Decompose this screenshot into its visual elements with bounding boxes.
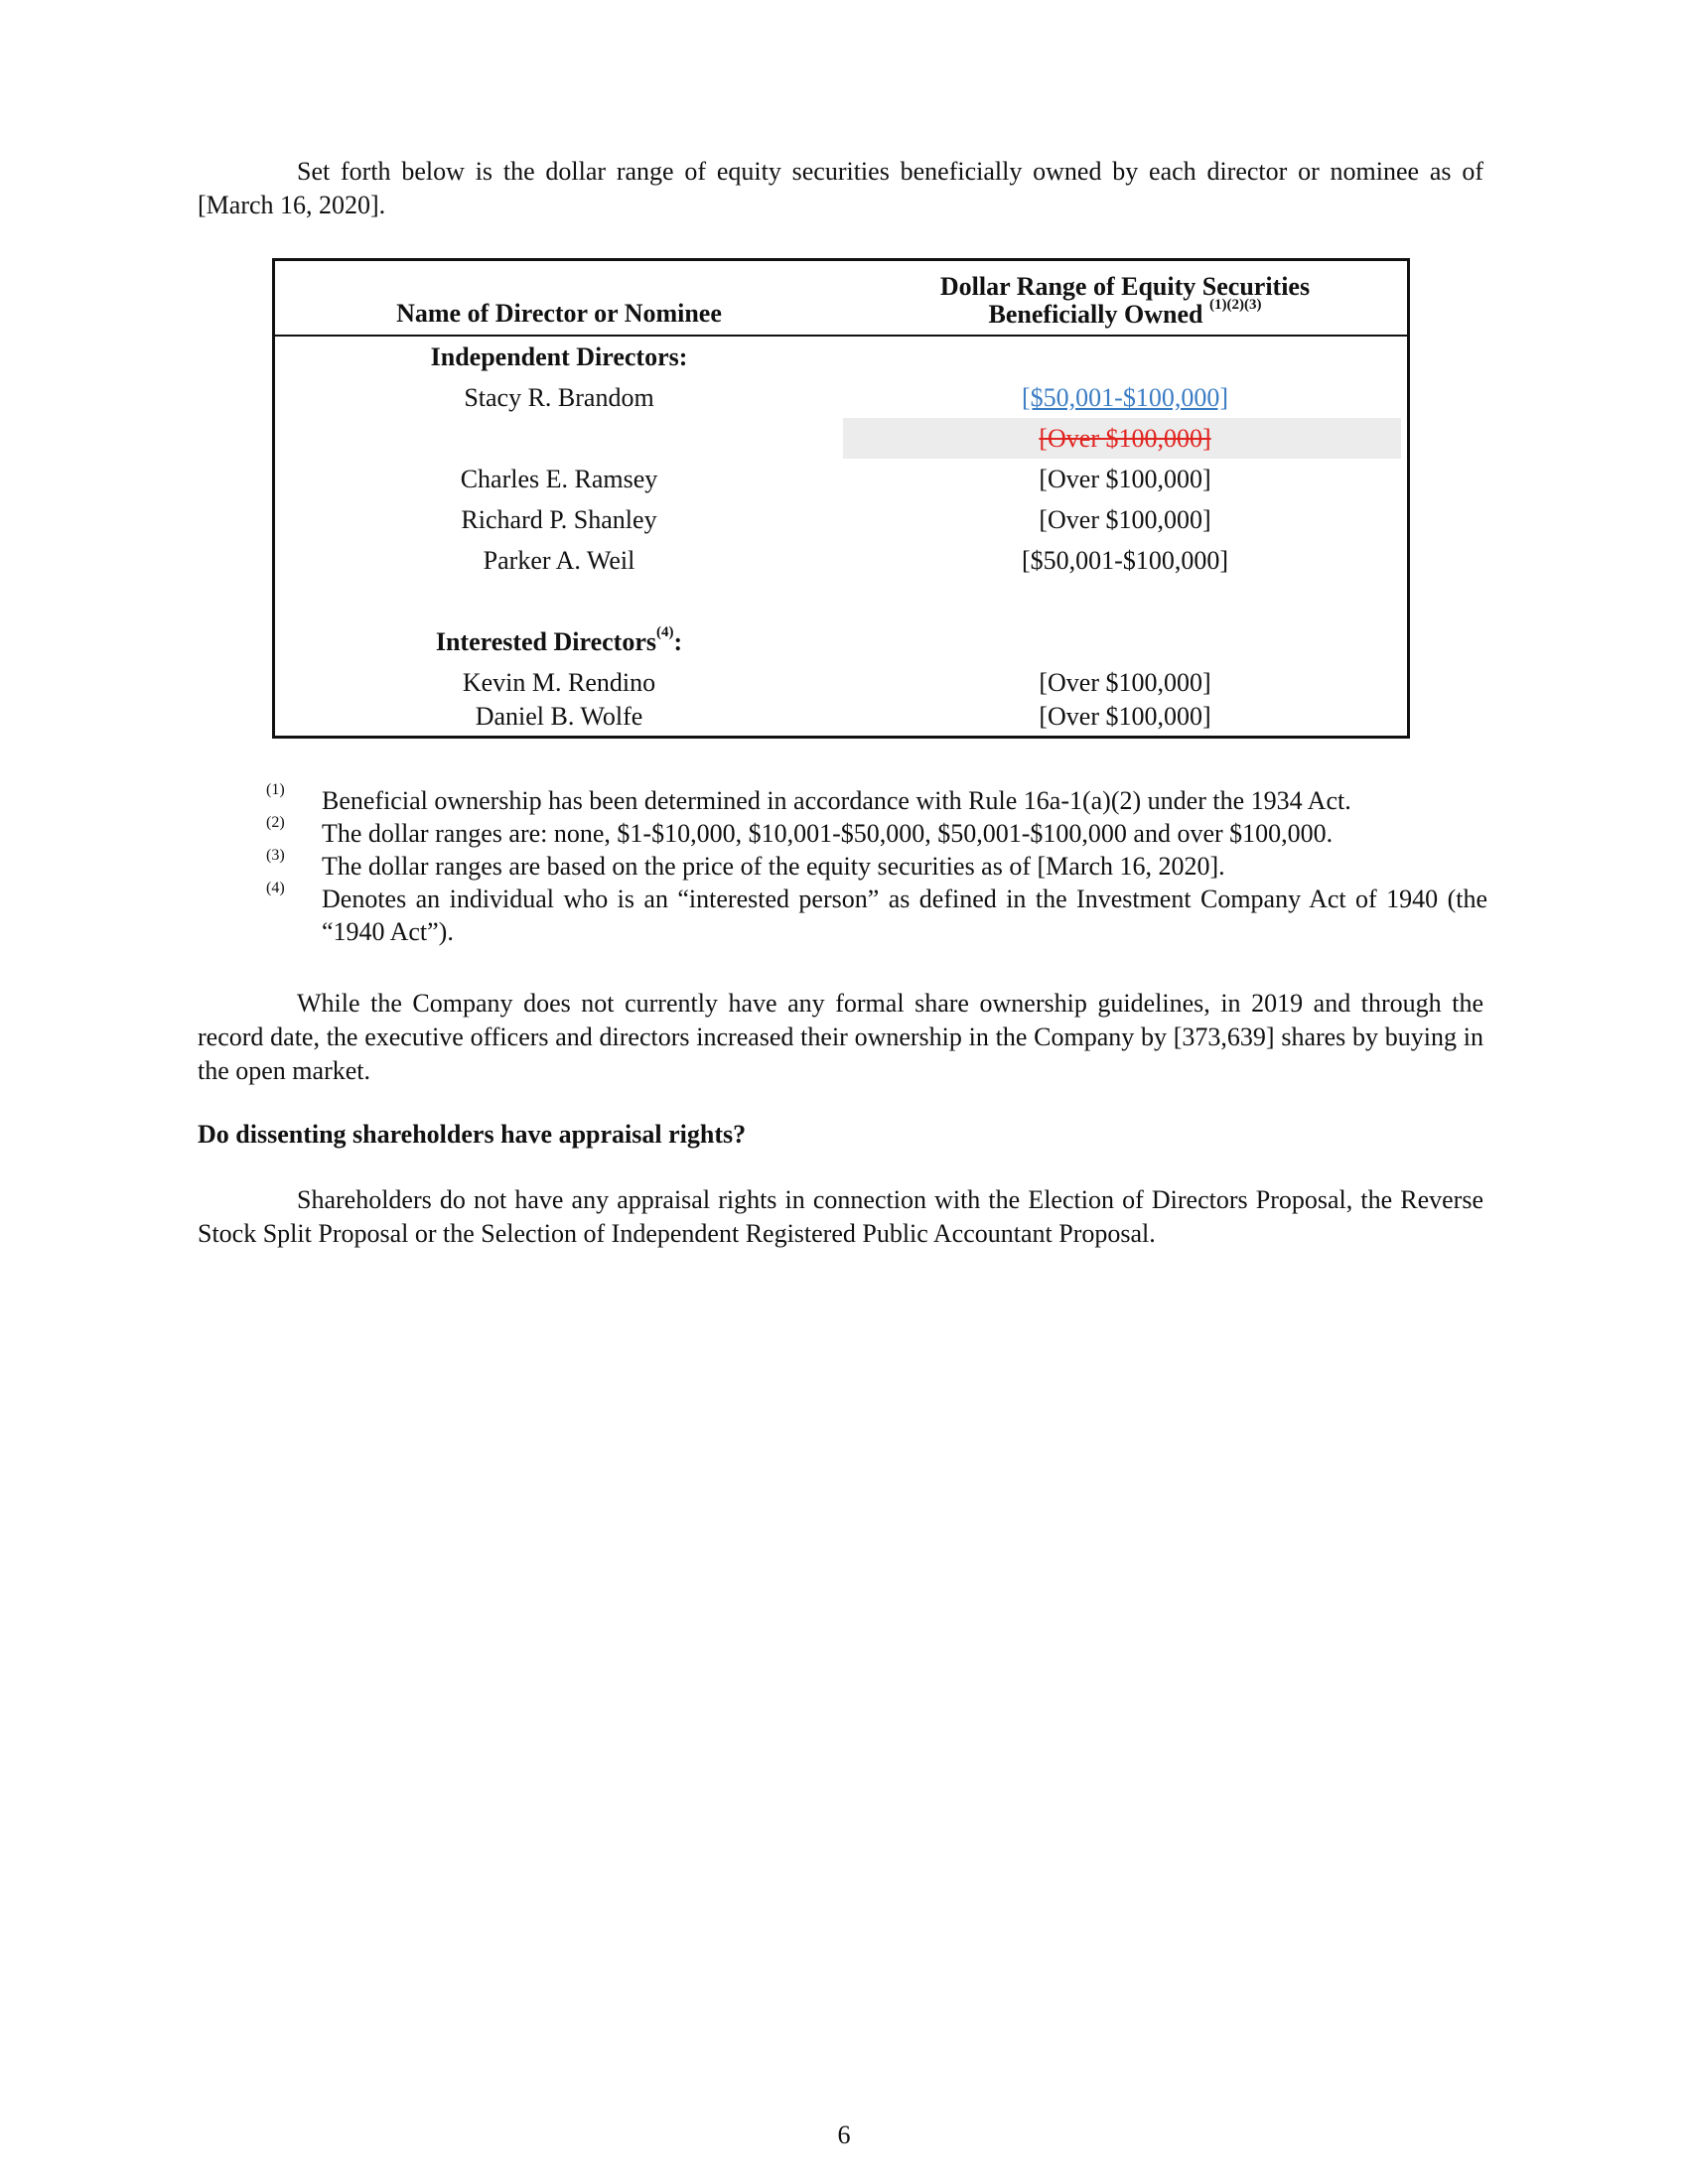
intro-paragraph — [198, 155, 1483, 222]
name-column-header: Name of Director or Nominee — [396, 299, 722, 328]
footnote — [266, 847, 1487, 883]
table-header — [275, 261, 1407, 337]
interested-label-text: Interested Directors — [435, 627, 656, 656]
footnote-text: Beneficial ownership has been determined in accordance with Rule 16a-1(a)(2) under the 1934 Act. — [322, 786, 1351, 815]
director-value: [Over $100,000] — [1039, 702, 1211, 731]
value-column-header-line1: Dollar Range of Equity Securities — [939, 272, 1311, 301]
table-row — [275, 377, 1407, 418]
footnote-text: The dollar ranges are: none, $1-$10,000, $10,001-$50,000, $50,001-$100,000 and over $100,000. — [322, 819, 1334, 848]
table-row — [275, 540, 1407, 581]
value-column-header — [843, 273, 1407, 329]
interested-footnote-ref: (4) — [655, 624, 674, 641]
director-name: Kevin M. Rendino — [462, 668, 656, 697]
footnote — [266, 781, 1487, 817]
appraisal-text: Shareholders do not have any appraisal rights in connection with the Election of Directors Proposal, the Reverse Stock Split Proposal or the Selection of Independent Registered Public Accountant Proposal. — [198, 1185, 1483, 1248]
value-column-header-line2 — [843, 297, 1407, 329]
footnote — [266, 814, 1487, 850]
footnote-mark: (2) — [266, 814, 285, 831]
interested-label-colon: : — [673, 627, 683, 656]
director-value: [$50,001-$100,000] — [1022, 546, 1228, 575]
value-column-header-text: Beneficially Owned — [988, 300, 1203, 329]
director-name: Richard P. Shanley — [461, 505, 657, 534]
independent-directors-label: Independent Directors: — [430, 342, 688, 371]
footnote-text: Denotes an individual who is an “interested person” as defined in the Investment Company Act of 1940 (the “1940 Act”). — [322, 885, 1487, 946]
appraisal-paragraph — [198, 1183, 1483, 1251]
director-value — [843, 377, 1407, 418]
footnote-mark: (3) — [266, 847, 285, 864]
footnote-mark: (1) — [266, 781, 285, 798]
table-row — [275, 499, 1407, 540]
director-value: [Over $100,000] — [1039, 465, 1211, 493]
director-name: Parker A. Weil — [483, 546, 635, 575]
section-row-interested — [275, 621, 1407, 662]
value-column-footnote-refs: (1)(2)(3) — [1208, 297, 1262, 314]
page-number: 6 — [837, 2120, 851, 2149]
appraisal-heading: Do dissenting shareholders have appraisal rights? — [198, 1120, 747, 1149]
footnotes — [266, 781, 1487, 948]
footnote-mark: (4) — [266, 880, 285, 896]
director-name: Stacy R. Brandom — [464, 383, 654, 412]
interested-directors-label — [275, 621, 843, 662]
inserted-value: [$50,001-$100,000] — [1022, 383, 1228, 412]
ownership-paragraph — [198, 987, 1483, 1088]
intro-text: Set forth below is the dollar range of equity securities beneficially owned by each director or nominee as of [March 16, 2020]. — [198, 157, 1483, 219]
ownership-text: While the Company does not currently have any formal share ownership guidelines, in 2019 and through the record date, the executive officers and directors increased their ownership in the Company by [373,639] shares by buying in the open market. — [198, 989, 1483, 1085]
ownership-table — [272, 258, 1410, 739]
director-value-deleted — [843, 418, 1407, 459]
deleted-value: [Over $100,000] — [1039, 424, 1211, 453]
section-row-independent — [275, 337, 1407, 377]
footnote-text: The dollar ranges are based on the price of the equity securities as of [March 16, 2020]. — [322, 852, 1225, 881]
table-row — [275, 459, 1407, 499]
table-row-deleted — [275, 418, 1407, 459]
table-row — [275, 696, 1407, 737]
director-name: Daniel B. Wolfe — [475, 702, 643, 731]
director-value: [Over $100,000] — [1039, 668, 1211, 697]
director-value: [Over $100,000] — [1039, 505, 1211, 534]
director-name: Charles E. Ramsey — [460, 465, 658, 493]
footnote — [266, 880, 1487, 948]
